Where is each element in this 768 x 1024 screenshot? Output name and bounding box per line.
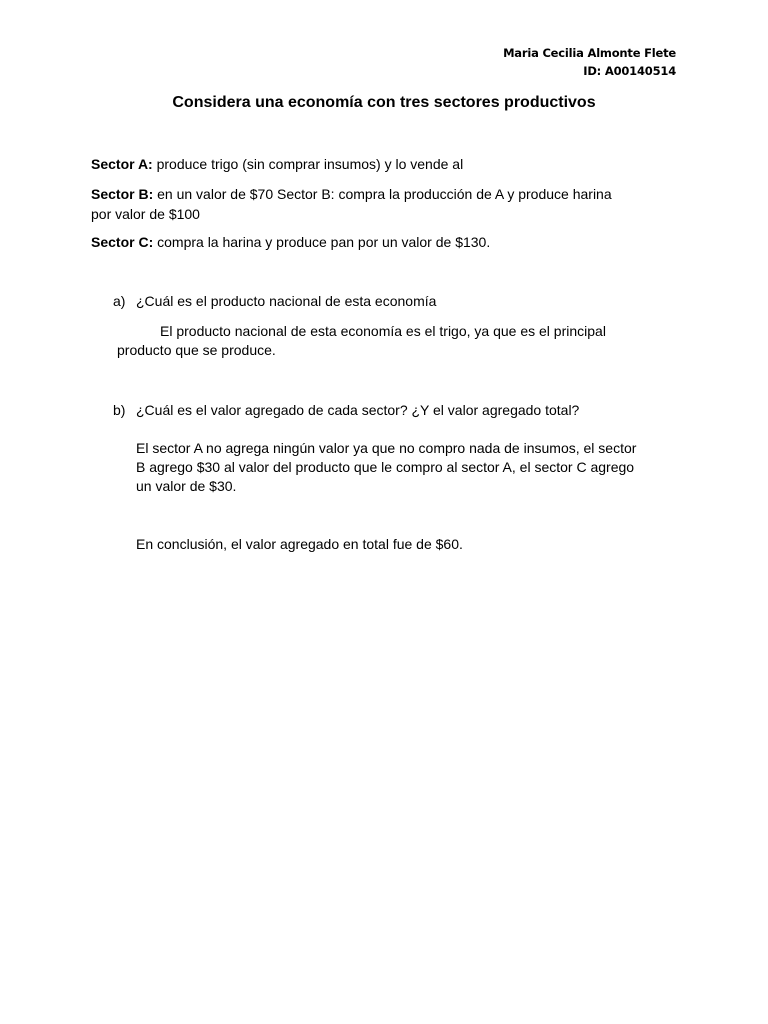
sector-b-text-continued: por valor de $100 [91,205,200,222]
sector-b-text: en un valor de $70 Sector B: compra la producción de A y produce harina [153,186,612,202]
sector-c-paragraph [91,233,691,253]
answer-b-line-1: El sector A no agrega ningún valor ya que no compro nada de insumos, el sector [136,440,637,456]
sector-a-label: Sector A: [91,156,153,172]
answer-b-line-3: un valor de $30. [136,478,237,494]
author-header [503,45,676,80]
student-id: ID: A00140514 [583,63,676,78]
answer-a-line-1: El producto nacional de esta economía es el trigo, ya que es el principal [160,323,606,339]
answer-b-line-2: B agrego $30 al valor del producto que le compro al sector A, el sector C agrego [136,459,635,475]
question-b-text: ¿Cuál es el valor agregado de cada sector? ¿Y el valor agregado total? [136,402,580,418]
sector-b-paragraph [91,185,691,224]
question-a-text: ¿Cuál es el producto nacional de esta economía [136,293,437,309]
sector-c-text: compra la harina y produce pan por un valor de $130. [153,234,491,250]
conclusion-text: En conclusión, el valor agregado en total fue de $60. [136,536,463,552]
sector-b-label: Sector B: [91,186,154,202]
sector-a-paragraph [91,155,691,175]
author-name: Maria Cecilia Almonte Flete [503,46,676,60]
sector-c-label: Sector C: [91,234,154,250]
sector-a-text: produce trigo (sin comprar insumos) y lo vende al [152,156,464,172]
page-title: Considera una economía con tres sectores productivos [172,94,596,111]
question-a-marker: a) [113,293,126,309]
answer-a-line-2: producto que se produce. [117,342,276,358]
question-b-marker: b) [113,402,126,418]
